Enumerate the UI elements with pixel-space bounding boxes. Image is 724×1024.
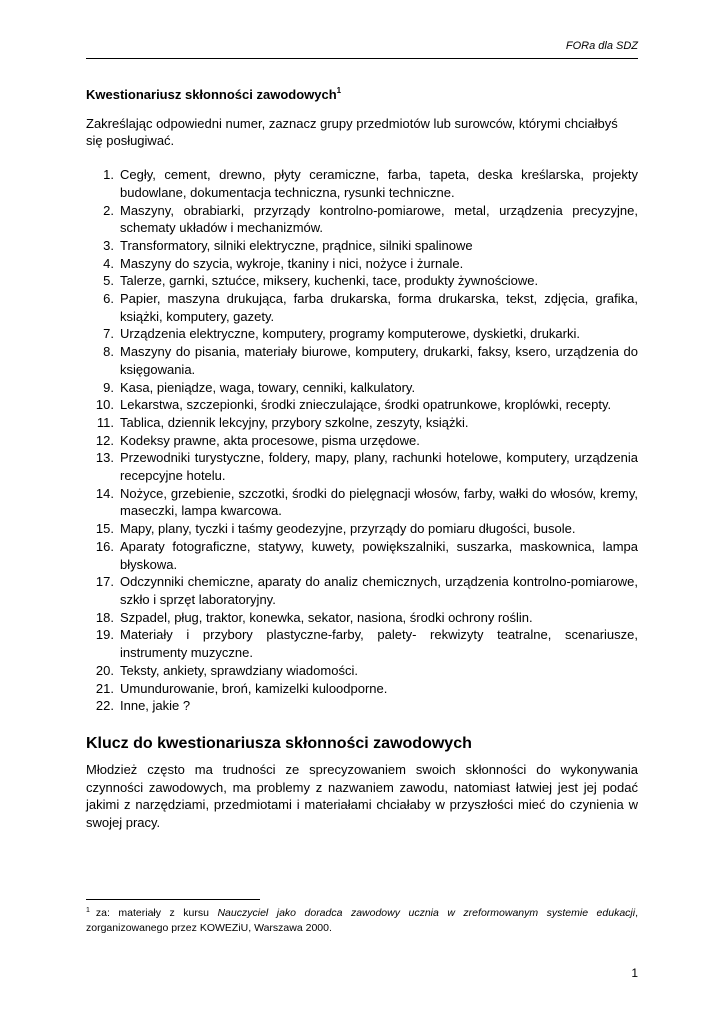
page-header: FORa dla SDZ xyxy=(565,40,638,52)
footnote-course-title: Nauczyciel jako doradca zawodowy ucznia w zreformowanym systemie edukacji xyxy=(217,907,636,919)
list-item-number[interactable]: 13. xyxy=(95,450,114,466)
list-item xyxy=(86,573,638,608)
list-item xyxy=(86,680,638,698)
key-paragraph: Młodzież często ma trudności ze sprecyzowaniem swoich skłonności do wykonywania czynności zawodowych, ma problemy z nazwaniem zawodu, natomiast łatwiej jest jej podać jakimi z narzędziami, przedmiotami i materiałami chciałaby w przyszłości mieć do czynienia w swojej pracy. xyxy=(86,761,638,831)
list-item xyxy=(86,325,638,343)
list-item-text: Odczynniki chemiczne, aparaty do analiz chemicznych, urządzenia kontrolno-pomiarowe, szkło i sprzęt laboratoryjny. xyxy=(120,574,638,607)
list-item-number[interactable]: 2. xyxy=(103,202,114,218)
key-heading: Klucz do kwestionariusza skłonności zawodowych xyxy=(86,734,472,752)
list-item-text: Aparaty fotograficzne, statywy, kuwety, powiększalniki, suszarka, maskownica, lampa błyskowa. xyxy=(120,538,638,572)
footnote xyxy=(86,906,638,936)
list-item xyxy=(86,520,638,538)
list-item xyxy=(86,379,638,397)
footnote-divider xyxy=(86,899,260,900)
page-number: 1 xyxy=(631,966,638,980)
footnote-reference[interactable]: 1 xyxy=(336,86,342,95)
questionnaire-title xyxy=(86,86,638,104)
footnote-marker: 1 xyxy=(86,907,90,914)
questionnaire-list xyxy=(86,166,638,715)
list-item-number[interactable]: 4. xyxy=(103,255,114,271)
list-item xyxy=(86,697,638,715)
list-item-text: Teksty, ankiety, sprawdziany wiadomości. xyxy=(120,662,358,678)
list-item xyxy=(86,396,638,414)
list-item-number[interactable]: 3. xyxy=(103,237,114,253)
list-item-text: Nożyce, grzebienie, szczotki, środki do pielęgnacji włosów, farby, wałki do włosów, kremy, maseczki, lampa kwarcowa. xyxy=(120,485,638,519)
list-item-text: Maszyny do szycia, wykroje, tkaniny i nici, nożyce i żurnale. xyxy=(120,255,464,271)
list-item-number[interactable]: 20. xyxy=(95,662,114,678)
list-item-text: Maszyny do pisania, materiały biurowe, komputery, drukarki, faksy, ksero, urządzenia do księgowania. xyxy=(120,344,638,377)
list-item-number[interactable]: 12. xyxy=(95,432,114,448)
list-item xyxy=(86,272,638,290)
list-item-number[interactable]: 10. xyxy=(95,397,114,413)
list-item xyxy=(86,166,638,201)
list-item-number[interactable]: 22. xyxy=(95,698,114,714)
list-item xyxy=(86,343,638,378)
list-item-number[interactable]: 16. xyxy=(95,538,114,554)
list-item xyxy=(86,485,638,520)
page-content xyxy=(86,86,638,832)
list-item-number[interactable]: 1. xyxy=(103,167,114,183)
list-item-number[interactable]: 7. xyxy=(103,326,114,342)
list-item-number[interactable]: 18. xyxy=(95,609,114,625)
list-item xyxy=(86,662,638,680)
footnote-prefix: za: materiały z kursu xyxy=(95,907,218,919)
list-item-text: Przewodniki turystyczne, foldery, mapy, plany, rachunki hotelowe, komputery, urządzenia recepcyjne hotelu. xyxy=(120,450,638,484)
list-item-number[interactable]: 21. xyxy=(95,680,114,696)
list-item-number[interactable]: 17. xyxy=(95,574,114,590)
list-item-text: Lekarstwa, szczepionki, środki znieczulające, środki opatrunkowe, kroplówki, recepty. xyxy=(120,397,612,413)
list-item-text: Mapy, plany, tyczki i taśmy geodezyjne, przyrządy do pomiaru długości, busole. xyxy=(120,521,576,537)
list-item xyxy=(86,449,638,484)
list-item-text: Umundurowanie, broń, kamizelki kuloodporne. xyxy=(120,680,388,696)
list-item xyxy=(86,432,638,450)
list-item xyxy=(86,202,638,237)
questionnaire-title-text: Kwestionariusz skłonności zawodowych xyxy=(86,87,337,102)
list-item-number[interactable]: 19. xyxy=(95,627,114,643)
list-item-text: Transformatory, silniki elektryczne, prądnice, silniki spalinowe xyxy=(120,237,473,253)
list-item-text: Inne, jakie ? xyxy=(120,698,191,714)
list-item-text: Kodeksy prawne, akta procesowe, pisma urzędowe. xyxy=(120,432,420,448)
header-divider xyxy=(86,58,638,59)
list-item xyxy=(86,290,638,325)
list-item-number[interactable]: 9. xyxy=(103,379,114,395)
list-item-text: Tablica, dziennik lekcyjny, przybory szkolne, zeszyty, książki. xyxy=(120,414,469,430)
list-item-number[interactable]: 6. xyxy=(103,291,114,307)
list-item xyxy=(86,609,638,627)
list-item xyxy=(86,237,638,255)
list-item-number[interactable]: 5. xyxy=(103,273,114,289)
list-item-text: Cegły, cement, drewno, płyty ceramiczne, farba, tapeta, deska kreślarska, projekty budowlane, dokumentacja techniczna, rysunki techniczne. xyxy=(120,167,638,200)
list-item-text: Talerze, garnki, sztućce, miksery, kuchenki, tace, produkty żywnościowe. xyxy=(120,273,539,289)
list-item-text: Urządzenia elektryczne, komputery, programy komputerowe, dyskietki, drukarki. xyxy=(120,326,580,342)
list-item xyxy=(86,538,638,573)
list-item xyxy=(86,414,638,432)
footnote-suffix: , zorganizowanego przez KOWEZiU, Warszawa 2000. xyxy=(86,907,639,934)
list-item-text: Szpadel, pług, traktor, konewka, sekator, nasiona, środki ochrony roślin. xyxy=(120,609,533,625)
list-item-number[interactable]: 8. xyxy=(103,344,114,360)
list-item xyxy=(86,255,638,273)
list-item-number[interactable]: 14. xyxy=(95,485,114,501)
list-item xyxy=(86,626,638,661)
list-item-text: Maszyny, obrabiarki, przyrządy kontrolno-pomiarowe, metal, urządzenia precyzyjne, schematy układów i mechanizmów. xyxy=(120,202,638,236)
list-item-text: Papier, maszyna drukująca, farba drukarska, forma drukarska, tekst, zdjęcia, grafika, książki, komputery, gazety. xyxy=(120,291,638,324)
list-item-text: Kasa, pieniądze, waga, towary, cenniki, kalkulatory. xyxy=(120,379,416,395)
questionnaire-intro: Zakreślając odpowiedni numer, zaznacz grupy przedmiotów lub surowców, którymi chciałbyś się posługiwać. xyxy=(86,115,618,149)
list-item-number[interactable]: 15. xyxy=(95,521,114,537)
list-item-number[interactable]: 11. xyxy=(96,414,114,430)
list-item-text: Materiały i przybory plastyczne-farby, palety- rekwizyty teatralne, scenariusze, instrumenty muzyczne. xyxy=(120,627,638,661)
